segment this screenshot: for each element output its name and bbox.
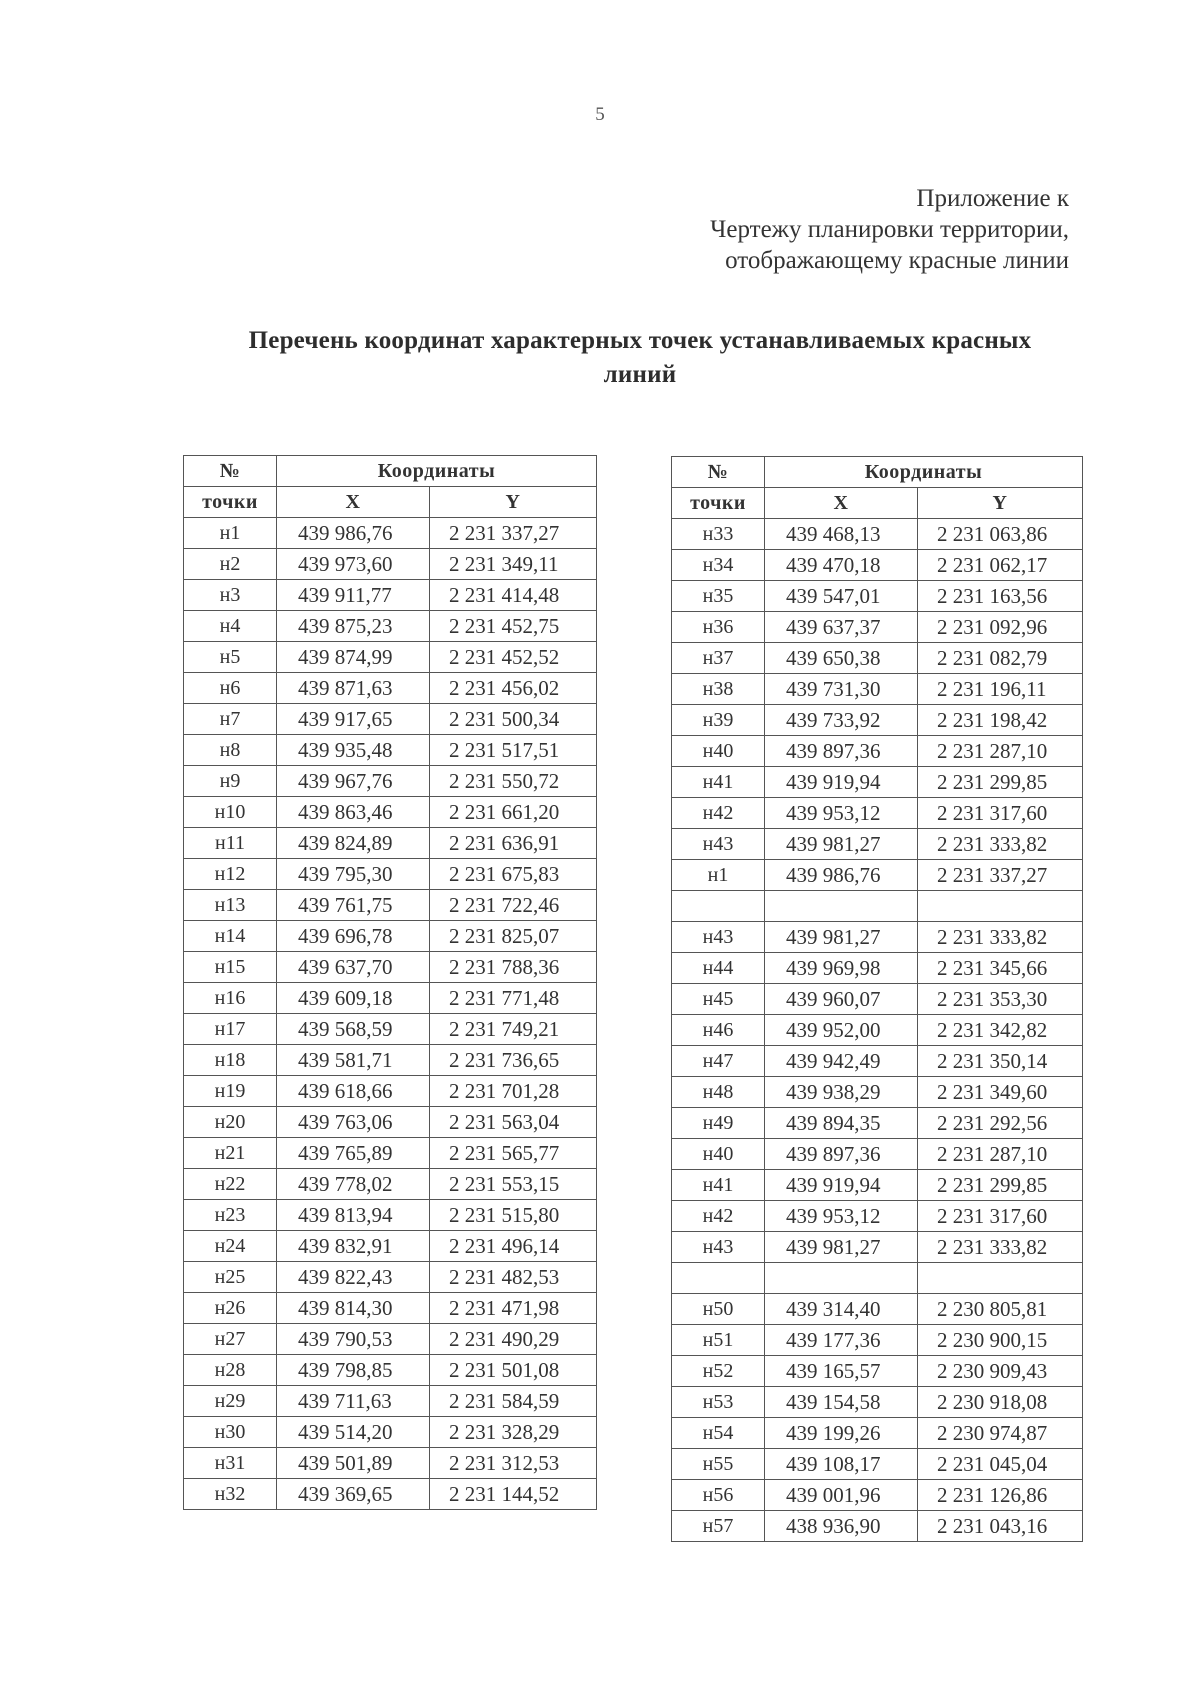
- table-row: [672, 922, 1083, 953]
- table-row: [672, 984, 1083, 1015]
- point-cell: н43: [672, 922, 765, 953]
- y-coordinate-cell: 2 231 553,15: [430, 1169, 597, 1200]
- y-coordinate-cell: 2 231 517,51: [430, 735, 597, 766]
- y-coordinate-cell: 2 231 333,82: [918, 829, 1083, 860]
- x-header: X: [765, 488, 918, 519]
- table-row: [184, 549, 597, 580]
- coordinates-table-left: [183, 455, 597, 1510]
- table-row: [672, 736, 1083, 767]
- point-cell: н50: [672, 1294, 765, 1325]
- y-coordinate-cell: 2 230 918,08: [918, 1387, 1083, 1418]
- x-coordinate-cell: 439 154,58: [765, 1387, 918, 1418]
- table-row: [672, 612, 1083, 643]
- x-coordinate-cell: 439 795,30: [277, 859, 430, 890]
- point-cell: н29: [184, 1386, 277, 1417]
- x-coordinate-cell: [765, 891, 918, 922]
- table-row: [184, 1138, 597, 1169]
- x-coordinate-cell: 439 733,92: [765, 705, 918, 736]
- x-coordinate-cell: 439 874,99: [277, 642, 430, 673]
- table-row: [184, 1076, 597, 1107]
- table-row: [672, 550, 1083, 581]
- x-coordinate-cell: 439 981,27: [765, 829, 918, 860]
- x-coordinate-cell: 439 824,89: [277, 828, 430, 859]
- point-cell: н8: [184, 735, 277, 766]
- y-coordinate-cell: 2 231 337,27: [430, 518, 597, 549]
- table-row: [184, 580, 597, 611]
- point-cell: н45: [672, 984, 765, 1015]
- table-row: [672, 519, 1083, 550]
- table-row: [184, 1262, 597, 1293]
- y-coordinate-cell: 2 231 482,53: [430, 1262, 597, 1293]
- x-coordinate-cell: 439 813,94: [277, 1200, 430, 1231]
- x-coordinate-cell: 439 369,65: [277, 1479, 430, 1510]
- point-cell: н48: [672, 1077, 765, 1108]
- point-cell: н37: [672, 643, 765, 674]
- y-coordinate-cell: 2 231 333,82: [918, 922, 1083, 953]
- coordinates-table-right: [671, 456, 1083, 1542]
- x-coordinate-cell: 439 514,20: [277, 1417, 430, 1448]
- x-coordinate-cell: 439 894,35: [765, 1108, 918, 1139]
- x-coordinate-cell: 439 973,60: [277, 549, 430, 580]
- table-row: [672, 1387, 1083, 1418]
- x-coordinate-cell: 439 832,91: [277, 1231, 430, 1262]
- y-coordinate-cell: 2 231 144,52: [430, 1479, 597, 1510]
- table-row: [672, 953, 1083, 984]
- x-coordinate-cell: 439 986,76: [277, 518, 430, 549]
- y-coordinate-cell: 2 231 349,60: [918, 1077, 1083, 1108]
- x-coordinate-cell: 439 875,23: [277, 611, 430, 642]
- x-coordinate-cell: 439 501,89: [277, 1448, 430, 1479]
- table-row: [184, 1045, 597, 1076]
- point-cell: н39: [672, 705, 765, 736]
- point-number-header-symbol: №: [707, 461, 729, 483]
- appendix-line-2: Чертежу планировки территории,: [710, 216, 1069, 243]
- y-coordinate-cell: 2 231 550,72: [430, 766, 597, 797]
- point-cell: н10: [184, 797, 277, 828]
- point-cell: н20: [184, 1107, 277, 1138]
- y-coordinate-cell: 2 231 337,27: [918, 860, 1083, 891]
- point-number-header-word: точки: [184, 487, 277, 518]
- y-coordinate-cell: 2 230 974,87: [918, 1418, 1083, 1449]
- point-cell: н49: [672, 1108, 765, 1139]
- table-row: [184, 890, 597, 921]
- x-coordinate-cell: 439 763,06: [277, 1107, 430, 1138]
- y-coordinate-cell: 2 231 565,77: [430, 1138, 597, 1169]
- point-cell: н6: [184, 673, 277, 704]
- x-coordinate-cell: 439 581,71: [277, 1045, 430, 1076]
- point-cell: н19: [184, 1076, 277, 1107]
- x-coordinate-cell: 439 568,59: [277, 1014, 430, 1045]
- table-row: [672, 1232, 1083, 1263]
- y-coordinate-cell: 2 231 771,48: [430, 983, 597, 1014]
- table-row: [672, 1108, 1083, 1139]
- table-row: [184, 611, 597, 642]
- coordinates-header: Координаты: [277, 456, 597, 487]
- point-cell: н38: [672, 674, 765, 705]
- x-coordinate-cell: 439 696,78: [277, 921, 430, 952]
- point-cell: н57: [672, 1511, 765, 1542]
- x-coordinate-cell: 439 953,12: [765, 798, 918, 829]
- point-cell: н23: [184, 1200, 277, 1231]
- x-coordinate-cell: 439 468,13: [765, 519, 918, 550]
- x-coordinate-cell: 439 960,07: [765, 984, 918, 1015]
- x-coordinate-cell: 439 981,27: [765, 1232, 918, 1263]
- x-coordinate-cell: 439 952,00: [765, 1015, 918, 1046]
- x-coordinate-cell: 439 981,27: [765, 922, 918, 953]
- y-coordinate-cell: 2 231 496,14: [430, 1231, 597, 1262]
- table-row: [184, 921, 597, 952]
- table-subheader-row: [672, 488, 1083, 519]
- y-coordinate-cell: 2 231 045,04: [918, 1449, 1083, 1480]
- x-coordinate-cell: 439 199,26: [765, 1418, 918, 1449]
- x-coordinate-cell: 439 778,02: [277, 1169, 430, 1200]
- point-cell: н30: [184, 1417, 277, 1448]
- point-number-header-word: точки: [672, 488, 765, 519]
- x-header: X: [277, 487, 430, 518]
- table-row: [672, 1139, 1083, 1170]
- point-cell: н12: [184, 859, 277, 890]
- x-coordinate-cell: 439 953,12: [765, 1201, 918, 1232]
- table-row: [184, 673, 597, 704]
- x-coordinate-cell: 439 822,43: [277, 1262, 430, 1293]
- point-cell: н40: [672, 736, 765, 767]
- y-coordinate-cell: 2 231 317,60: [918, 1201, 1083, 1232]
- y-coordinate-cell: 2 231 350,14: [918, 1046, 1083, 1077]
- x-coordinate-cell: 439 108,17: [765, 1449, 918, 1480]
- point-cell: н35: [672, 581, 765, 612]
- x-coordinate-cell: 439 942,49: [765, 1046, 918, 1077]
- point-cell: н41: [672, 767, 765, 798]
- x-coordinate-cell: 439 911,77: [277, 580, 430, 611]
- table-row: [184, 1014, 597, 1045]
- table-row: [184, 1169, 597, 1200]
- y-coordinate-cell: 2 231 749,21: [430, 1014, 597, 1045]
- x-coordinate-cell: 439 001,96: [765, 1480, 918, 1511]
- table-row: [184, 766, 597, 797]
- x-coordinate-cell: 439 314,40: [765, 1294, 918, 1325]
- x-coordinate-cell: 439 761,75: [277, 890, 430, 921]
- y-coordinate-cell: 2 231 333,82: [918, 1232, 1083, 1263]
- table-row: [672, 1511, 1083, 1542]
- table-row: [184, 983, 597, 1014]
- point-cell: н18: [184, 1045, 277, 1076]
- table-row: [672, 1201, 1083, 1232]
- x-coordinate-cell: 439 871,63: [277, 673, 430, 704]
- y-coordinate-cell: 2 231 163,56: [918, 581, 1083, 612]
- y-coordinate-cell: 2 231 062,17: [918, 550, 1083, 581]
- point-cell: н56: [672, 1480, 765, 1511]
- y-coordinate-cell: 2 231 788,36: [430, 952, 597, 983]
- page-number: 5: [595, 104, 605, 125]
- x-coordinate-cell: 439 986,76: [765, 860, 918, 891]
- table-row: [184, 704, 597, 735]
- y-coordinate-cell: 2 231 490,29: [430, 1324, 597, 1355]
- x-coordinate-cell: 439 967,76: [277, 766, 430, 797]
- x-coordinate-cell: 439 938,29: [765, 1077, 918, 1108]
- y-coordinate-cell: 2 231 500,34: [430, 704, 597, 735]
- table-subheader-row: [184, 487, 597, 518]
- table-row: [672, 1449, 1083, 1480]
- point-cell: н3: [184, 580, 277, 611]
- table-row: [672, 829, 1083, 860]
- table-row: [184, 797, 597, 828]
- point-cell: н1: [184, 518, 277, 549]
- x-coordinate-cell: 439 637,70: [277, 952, 430, 983]
- table-row: [184, 1324, 597, 1355]
- x-coordinate-cell: 439 165,57: [765, 1356, 918, 1387]
- table-row: [184, 1355, 597, 1386]
- y-coordinate-cell: 2 231 701,28: [430, 1076, 597, 1107]
- table-row: [672, 643, 1083, 674]
- title-line-2: линий: [603, 361, 677, 388]
- point-cell: н25: [184, 1262, 277, 1293]
- y-coordinate-cell: 2 231 636,91: [430, 828, 597, 859]
- y-coordinate-cell: 2 231 414,48: [430, 580, 597, 611]
- y-coordinate-cell: 2 231 501,08: [430, 1355, 597, 1386]
- point-cell: н42: [672, 1201, 765, 1232]
- point-cell: н17: [184, 1014, 277, 1045]
- appendix-line-1: Приложение к: [916, 185, 1069, 212]
- y-header: Y: [918, 488, 1083, 519]
- point-cell: н21: [184, 1138, 277, 1169]
- table-row: [672, 581, 1083, 612]
- document-title: [215, 324, 1065, 392]
- table-row: [672, 860, 1083, 891]
- y-coordinate-cell: 2 230 909,43: [918, 1356, 1083, 1387]
- x-coordinate-cell: 439 917,65: [277, 704, 430, 735]
- coordinates-header: Координаты: [765, 457, 1083, 488]
- point-cell: н9: [184, 766, 277, 797]
- table-row: [184, 735, 597, 766]
- y-coordinate-cell: 2 231 082,79: [918, 643, 1083, 674]
- point-cell: н33: [672, 519, 765, 550]
- table-row: [184, 952, 597, 983]
- y-coordinate-cell: 2 231 584,59: [430, 1386, 597, 1417]
- table-row: [184, 1293, 597, 1324]
- x-coordinate-cell: [765, 1263, 918, 1294]
- point-cell: [672, 1263, 765, 1294]
- x-coordinate-cell: 439 711,63: [277, 1386, 430, 1417]
- y-coordinate-cell: 2 230 805,81: [918, 1294, 1083, 1325]
- point-cell: [672, 891, 765, 922]
- x-coordinate-cell: 439 637,37: [765, 612, 918, 643]
- point-cell: н32: [184, 1479, 277, 1510]
- x-coordinate-cell: 439 897,36: [765, 1139, 918, 1170]
- x-coordinate-cell: 439 731,30: [765, 674, 918, 705]
- x-coordinate-cell: 439 650,38: [765, 643, 918, 674]
- x-coordinate-cell: 439 863,46: [277, 797, 430, 828]
- point-cell: н43: [672, 829, 765, 860]
- point-cell: н42: [672, 798, 765, 829]
- table-row: [672, 1077, 1083, 1108]
- point-cell: н5: [184, 642, 277, 673]
- point-number-header: [184, 456, 277, 487]
- x-coordinate-cell: 439 765,89: [277, 1138, 430, 1169]
- table-row: [672, 1170, 1083, 1201]
- point-cell: н27: [184, 1324, 277, 1355]
- y-coordinate-cell: 2 231 312,53: [430, 1448, 597, 1479]
- table-row: [672, 1480, 1083, 1511]
- table-row: [184, 518, 597, 549]
- point-cell: н4: [184, 611, 277, 642]
- table-row: [184, 1200, 597, 1231]
- point-cell: н26: [184, 1293, 277, 1324]
- y-coordinate-cell: 2 231 299,85: [918, 767, 1083, 798]
- table-row: [672, 1046, 1083, 1077]
- point-cell: н14: [184, 921, 277, 952]
- title-line-1: Перечень координат характерных точек устанавливаемых красных: [248, 327, 1032, 354]
- table-row: [672, 891, 1083, 922]
- table-row: [184, 1107, 597, 1138]
- point-cell: н1: [672, 860, 765, 891]
- point-cell: н7: [184, 704, 277, 735]
- point-cell: н44: [672, 953, 765, 984]
- x-coordinate-cell: 439 547,01: [765, 581, 918, 612]
- y-coordinate-cell: [918, 1263, 1083, 1294]
- point-cell: н11: [184, 828, 277, 859]
- x-coordinate-cell: 439 814,30: [277, 1293, 430, 1324]
- y-coordinate-cell: 2 231 515,80: [430, 1200, 597, 1231]
- x-coordinate-cell: 439 470,18: [765, 550, 918, 581]
- y-coordinate-cell: 2 231 092,96: [918, 612, 1083, 643]
- table-row: [672, 1356, 1083, 1387]
- table-row: [672, 1015, 1083, 1046]
- y-coordinate-cell: 2 231 196,11: [918, 674, 1083, 705]
- y-coordinate-cell: 2 231 292,56: [918, 1108, 1083, 1139]
- point-cell: н22: [184, 1169, 277, 1200]
- table-header-row: [184, 456, 597, 487]
- x-coordinate-cell: 439 618,66: [277, 1076, 430, 1107]
- point-cell: н41: [672, 1170, 765, 1201]
- y-coordinate-cell: 2 231 043,16: [918, 1511, 1083, 1542]
- table-row: [184, 1479, 597, 1510]
- table-row: [672, 1263, 1083, 1294]
- table-row: [184, 642, 597, 673]
- table-row: [672, 1325, 1083, 1356]
- table-row: [184, 1448, 597, 1479]
- table-row: [672, 1418, 1083, 1449]
- point-cell: н15: [184, 952, 277, 983]
- point-cell: н46: [672, 1015, 765, 1046]
- x-coordinate-cell: 439 919,94: [765, 1170, 918, 1201]
- point-cell: н53: [672, 1387, 765, 1418]
- point-cell: н28: [184, 1355, 277, 1386]
- table-row: [184, 828, 597, 859]
- table-row: [184, 1386, 597, 1417]
- x-coordinate-cell: 438 936,90: [765, 1511, 918, 1542]
- y-coordinate-cell: 2 231 722,46: [430, 890, 597, 921]
- y-coordinate-cell: 2 231 353,30: [918, 984, 1083, 1015]
- x-coordinate-cell: 439 790,53: [277, 1324, 430, 1355]
- x-coordinate-cell: 439 177,36: [765, 1325, 918, 1356]
- point-number-header: [672, 457, 765, 488]
- x-coordinate-cell: 439 919,94: [765, 767, 918, 798]
- x-coordinate-cell: 439 798,85: [277, 1355, 430, 1386]
- table-row: [184, 859, 597, 890]
- appendix-line-3: отображающему красные линии: [725, 247, 1069, 274]
- y-coordinate-cell: 2 231 063,86: [918, 519, 1083, 550]
- x-coordinate-cell: 439 935,48: [277, 735, 430, 766]
- point-cell: н2: [184, 549, 277, 580]
- y-coordinate-cell: 2 231 328,29: [430, 1417, 597, 1448]
- y-coordinate-cell: 2 231 661,20: [430, 797, 597, 828]
- y-coordinate-cell: 2 231 342,82: [918, 1015, 1083, 1046]
- y-coordinate-cell: 2 231 345,66: [918, 953, 1083, 984]
- y-coordinate-cell: [918, 891, 1083, 922]
- point-number-header-symbol: №: [219, 460, 241, 482]
- y-coordinate-cell: 2 231 287,10: [918, 736, 1083, 767]
- table-row: [184, 1417, 597, 1448]
- point-cell: н52: [672, 1356, 765, 1387]
- point-cell: н31: [184, 1448, 277, 1479]
- point-cell: н43: [672, 1232, 765, 1263]
- y-coordinate-cell: 2 231 825,07: [430, 921, 597, 952]
- point-cell: н24: [184, 1231, 277, 1262]
- point-cell: н16: [184, 983, 277, 1014]
- point-cell: н55: [672, 1449, 765, 1480]
- point-cell: н54: [672, 1418, 765, 1449]
- point-cell: н40: [672, 1139, 765, 1170]
- y-coordinate-cell: 2 231 287,10: [918, 1139, 1083, 1170]
- y-coordinate-cell: 2 231 675,83: [430, 859, 597, 890]
- x-coordinate-cell: 439 609,18: [277, 983, 430, 1014]
- y-coordinate-cell: 2 231 198,42: [918, 705, 1083, 736]
- table-row: [672, 1294, 1083, 1325]
- y-coordinate-cell: 2 231 452,52: [430, 642, 597, 673]
- y-coordinate-cell: 2 231 299,85: [918, 1170, 1083, 1201]
- y-coordinate-cell: 2 231 452,75: [430, 611, 597, 642]
- x-coordinate-cell: 439 969,98: [765, 953, 918, 984]
- point-cell: н34: [672, 550, 765, 581]
- point-cell: н51: [672, 1325, 765, 1356]
- table-row: [184, 1231, 597, 1262]
- y-coordinate-cell: 2 231 126,86: [918, 1480, 1083, 1511]
- table-row: [672, 705, 1083, 736]
- y-header: Y: [430, 487, 597, 518]
- table-row: [672, 798, 1083, 829]
- table-row: [672, 767, 1083, 798]
- y-coordinate-cell: 2 231 736,65: [430, 1045, 597, 1076]
- table-row: [672, 674, 1083, 705]
- y-coordinate-cell: 2 231 563,04: [430, 1107, 597, 1138]
- x-coordinate-cell: 439 897,36: [765, 736, 918, 767]
- y-coordinate-cell: 2 230 900,15: [918, 1325, 1083, 1356]
- appendix-note: [710, 183, 1069, 276]
- y-coordinate-cell: 2 231 471,98: [430, 1293, 597, 1324]
- point-cell: н47: [672, 1046, 765, 1077]
- y-coordinate-cell: 2 231 317,60: [918, 798, 1083, 829]
- y-coordinate-cell: 2 231 349,11: [430, 549, 597, 580]
- point-cell: н13: [184, 890, 277, 921]
- table-header-row: [672, 457, 1083, 488]
- point-cell: н36: [672, 612, 765, 643]
- y-coordinate-cell: 2 231 456,02: [430, 673, 597, 704]
